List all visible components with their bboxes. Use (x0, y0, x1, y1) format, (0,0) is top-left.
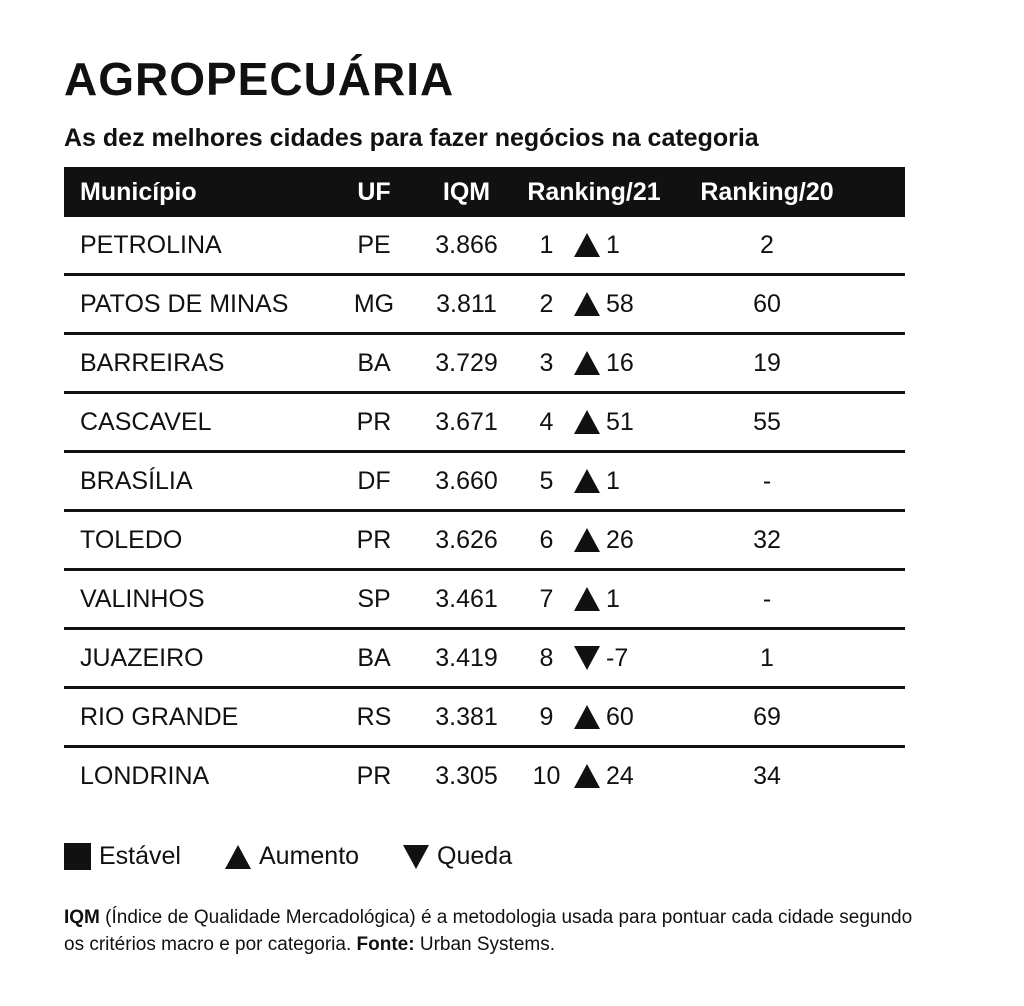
cell-rank20: 2 (760, 230, 774, 259)
cell-change (574, 231, 669, 260)
triangle-down-icon (574, 646, 600, 670)
change-value: 24 (606, 761, 634, 790)
cell-municipio: PATOS DE MINAS (80, 289, 289, 318)
change-value: 26 (606, 525, 634, 554)
cell-uf: PR (356, 761, 392, 790)
cell-iqm: 3.381 (435, 702, 498, 731)
cell-municipio: BARREIRAS (80, 348, 225, 377)
cell-uf: SP (357, 584, 391, 613)
cell-uf: BA (357, 643, 391, 672)
cell-rank21: 10 (532, 761, 561, 790)
cell-municipio: CASCAVEL (80, 407, 212, 436)
triangle-up-icon (574, 587, 600, 611)
cell-rank20: 55 (753, 407, 781, 436)
cell-municipio: RIO GRANDE (80, 702, 239, 731)
cell-rank21: 1 (539, 230, 554, 259)
cell-rank21: 2 (539, 289, 554, 318)
legend-stable (64, 842, 181, 871)
cell-uf: DF (357, 466, 391, 495)
cell-iqm: 3.811 (436, 289, 497, 318)
cell-uf: PE (357, 230, 391, 259)
triangle-up-icon (574, 528, 600, 552)
legend-decrease-label: Queda (437, 842, 513, 870)
footnote-iqm-text: (Índice de Qualidade Mercadológica) é a metodologia usada para pontuar cada cidade segundo os critérios macro e por categoria. (64, 907, 913, 955)
cell-rank20: 19 (753, 348, 781, 377)
cell-iqm: 3.729 (435, 348, 498, 377)
cell-uf: RS (356, 702, 392, 731)
square-icon (64, 843, 91, 870)
legend-increase-label: Aumento (258, 842, 360, 870)
change-value: 51 (606, 407, 634, 436)
triangle-up-icon (574, 233, 600, 257)
triangle-up-icon (574, 351, 600, 375)
page-title: AGROPECUÁRIA (64, 53, 455, 105)
header-iqm: IQM (442, 177, 491, 206)
footnote (64, 904, 924, 958)
cell-municipio: TOLEDO (80, 525, 183, 554)
change-value: 60 (606, 702, 634, 731)
cell-rank21: 3 (539, 348, 554, 377)
cell-rank20: 34 (753, 761, 781, 790)
table-header (64, 167, 905, 217)
triangle-up-icon (225, 845, 251, 869)
cell-change (574, 349, 669, 378)
cell-rank21: 7 (539, 584, 554, 613)
triangle-up-icon (574, 292, 600, 316)
header-ranking21: Ranking/21 (527, 177, 661, 206)
cell-uf: PR (356, 407, 392, 436)
table-row (64, 748, 905, 804)
legend (64, 842, 556, 871)
change-value: 58 (606, 289, 634, 318)
cell-uf: PR (356, 525, 392, 554)
table-row (64, 512, 905, 571)
cell-change (574, 644, 669, 673)
change-value: 1 (606, 584, 620, 613)
cell-municipio: BRASÍLIA (80, 466, 193, 495)
cell-uf: BA (357, 348, 391, 377)
change-value: -7 (606, 643, 629, 672)
table-row (64, 630, 905, 689)
cell-rank21: 9 (539, 702, 554, 731)
cell-change (574, 703, 669, 732)
change-value: 1 (606, 230, 620, 259)
footnote-source-label: Fonte: (356, 934, 415, 955)
footnote-source-text: Urban Systems. (414, 934, 555, 955)
triangle-down-icon (403, 845, 429, 869)
cell-iqm: 3.419 (435, 643, 498, 672)
cell-uf: MG (353, 289, 395, 318)
cell-iqm: 3.626 (435, 525, 498, 554)
cell-rank20: 32 (753, 525, 781, 554)
table-row (64, 335, 905, 394)
cell-municipio: JUAZEIRO (80, 643, 204, 672)
cell-rank20: 69 (753, 702, 781, 731)
cell-iqm: 3.660 (435, 466, 498, 495)
cell-iqm: 3.671 (435, 407, 498, 436)
ranking-table (64, 167, 905, 804)
table-row (64, 394, 905, 453)
cell-change (574, 526, 669, 555)
cell-change (574, 585, 669, 614)
triangle-up-icon (574, 410, 600, 434)
cell-rank20: - (762, 584, 772, 613)
cell-rank21: 4 (539, 407, 554, 436)
change-value: 1 (606, 466, 620, 495)
change-value: 16 (606, 348, 634, 377)
cell-iqm: 3.305 (435, 761, 498, 790)
cell-rank21: 5 (539, 466, 554, 495)
triangle-up-icon (574, 764, 600, 788)
table-row (64, 276, 905, 335)
footnote-iqm-abbr: IQM (64, 907, 100, 928)
legend-increase (225, 842, 359, 871)
cell-change (574, 408, 669, 437)
table-body (64, 217, 905, 804)
triangle-up-icon (574, 705, 600, 729)
header-uf: UF (357, 177, 391, 206)
page-subtitle: As dez melhores cidades para fazer negócios na categoria (64, 124, 759, 152)
cell-iqm: 3.866 (435, 230, 498, 259)
cell-municipio: PETROLINA (80, 230, 222, 259)
cell-change (574, 290, 669, 319)
table-row (64, 217, 905, 276)
triangle-up-icon (574, 469, 600, 493)
cell-rank20: 60 (753, 289, 781, 318)
cell-municipio: VALINHOS (80, 584, 205, 613)
cell-iqm: 3.461 (435, 584, 498, 613)
legend-decrease (403, 842, 512, 871)
cell-rank21: 6 (539, 525, 554, 554)
table-row (64, 571, 905, 630)
legend-stable-label: Estável (99, 842, 181, 870)
cell-change (574, 762, 669, 791)
cell-rank21: 8 (539, 643, 554, 672)
cell-change (574, 467, 669, 496)
cell-municipio: LONDRINA (80, 761, 210, 790)
header-ranking20: Ranking/20 (700, 177, 834, 206)
header-municipio: Município (80, 177, 197, 206)
table-row (64, 689, 905, 748)
table-row (64, 453, 905, 512)
cell-rank20: - (762, 466, 772, 495)
cell-rank20: 1 (760, 643, 774, 672)
